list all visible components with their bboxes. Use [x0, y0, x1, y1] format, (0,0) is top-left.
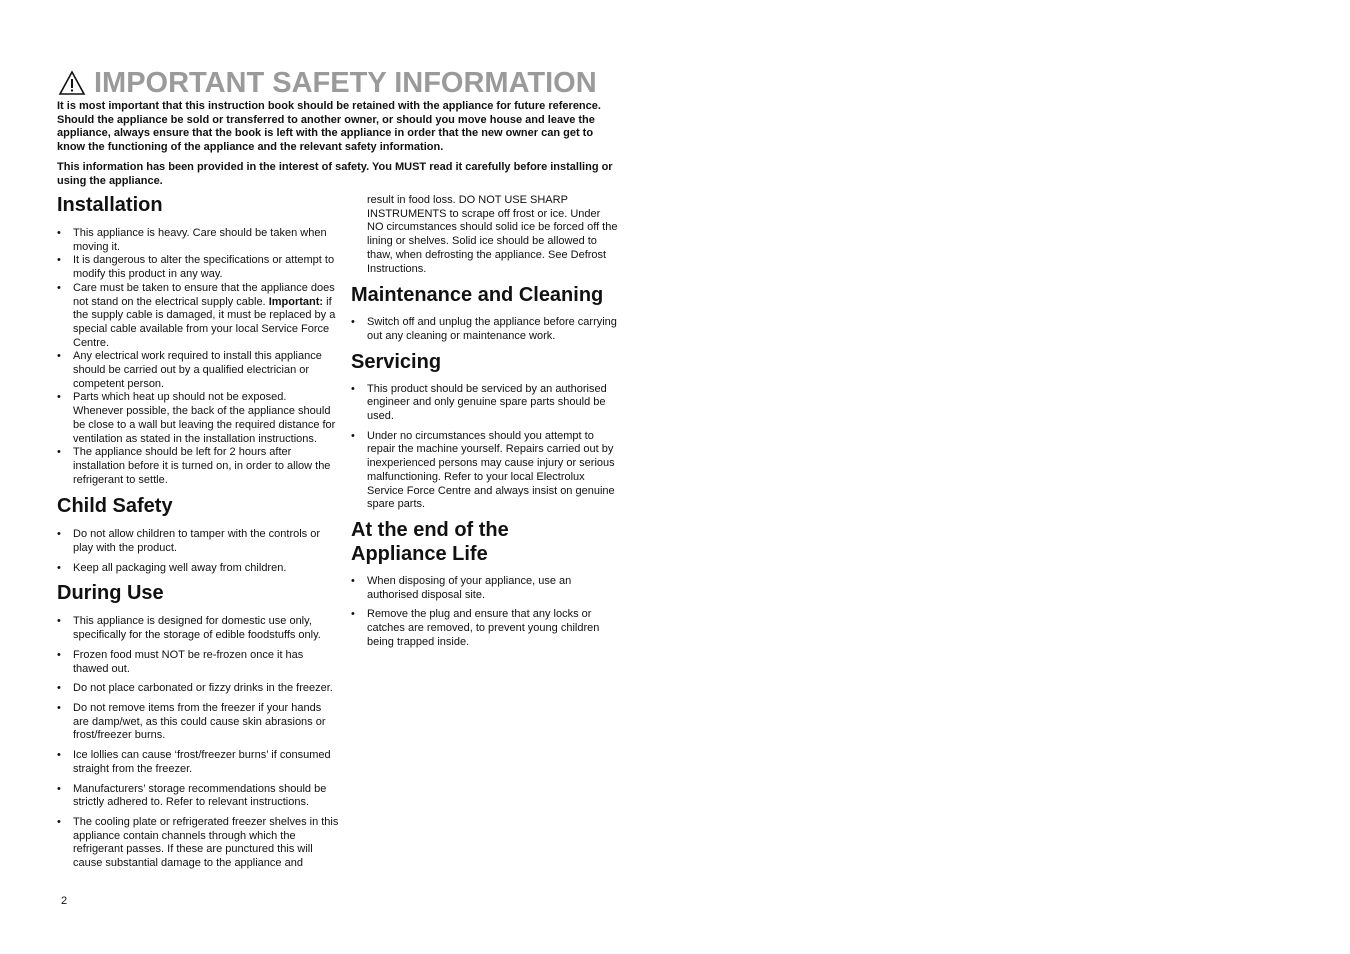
list-item: • Ice lollies can cause ‘frost/freezer burns’ if consumed straight from the freezer.: [57, 749, 331, 775]
bullet: •: [57, 615, 61, 628]
list-item: • The cooling plate or refrigerated freezer shelves in this appliance contain channels through which the refrigerant passes. If these are punctured this will cause substantial damage to the appliance and: [57, 815, 339, 870]
list-item: • This appliance is designed for domestic use only, specifically for the storage of edible foodstuffs only.: [57, 615, 321, 642]
child-safety-list: [57, 528, 339, 575]
maintenance-list: [351, 316, 619, 343]
bullet: •: [57, 281, 61, 294]
intro-paragraph-retain-book: It is most important that this instruction book should be retained with the appliance for future reference. Should the appliance be sold or transferred to another owner, or should you move house and leave the appliance, always ensure that the book is left with the appliance in order that the new owner can get to know the functioning of the appliance and the relevant safety information.: [57, 100, 601, 154]
page-number: 2: [61, 895, 68, 907]
bullet: •: [351, 382, 355, 395]
bullet: •: [351, 316, 355, 329]
list-item: • It is dangerous to alter the specifications or attempt to modify this product in any way.: [57, 254, 335, 281]
bullet: •: [57, 446, 61, 459]
bullet: •: [351, 608, 355, 621]
bullet: •: [57, 350, 61, 363]
bullet: •: [57, 227, 61, 239]
servicing-list: [351, 383, 619, 512]
list-item: • Do not allow children to tamper with the controls or play with the product.: [57, 528, 321, 555]
bullet: •: [57, 391, 61, 404]
during-use-continuation: result in food loss. DO NOT USE SHARP INSTRUMENTS to scrape off frost or ice. Under NO circumstances should solid ice be forced off the lining or shelves. Solid ice should be allowed to thaw, when defrosting the appliance. See Defrost Instructions.: [367, 194, 618, 275]
list-item: • Keep all packaging well away from children.: [57, 561, 287, 574]
list-item: • Any electrical work required to install this appliance should be carried out by a qualified electrician or competent person.: [57, 350, 322, 390]
heading-line-1: At the end of the: [351, 518, 509, 541]
list-item: • Frozen food must NOT be re-frozen once it has thawed out.: [57, 648, 304, 675]
list-item: • When disposing of your appliance, use an authorised disposal site.: [351, 574, 572, 601]
bullet: •: [351, 429, 355, 442]
installation-list: [57, 227, 339, 487]
bullet: •: [57, 648, 61, 661]
warning-triangle-icon: [58, 70, 86, 96]
section-heading-installation: Installation: [57, 194, 163, 216]
list-item: • Manufacturers’ storage recommendations should be strictly adhered to. Refer to relevant instructions.: [57, 782, 327, 809]
list-item: • Do not remove items from the freezer if your hands are damp/wet, as this could cause skin abrasions or frost/freezer burns.: [57, 701, 326, 742]
section-heading-during-use: During Use: [57, 582, 164, 605]
list-item: • The appliance should be left for 2 hours after installation before it is turned on, in order to allow the refrigerant to settle.: [57, 446, 331, 486]
heading-line-2: Appliance Life: [351, 542, 488, 565]
bullet: •: [57, 782, 61, 795]
list-item: • Do not place carbonated or fizzy drinks in the freezer.: [57, 682, 333, 695]
bullet: •: [351, 574, 355, 587]
during-use-list: [57, 615, 339, 870]
bullet: •: [57, 528, 61, 541]
list-item: • Parts which heat up should not be exposed. Whenever possible, the back of the appliance should be close to a wall but leaving the required distance for ventilation as stated in the installation instructions.: [57, 391, 336, 445]
important-label: Important:: [268, 295, 324, 308]
left-column: [57, 193, 339, 877]
end-of-life-list: [351, 575, 619, 650]
bullet: •: [57, 561, 61, 574]
section-heading-child-safety: Child Safety: [57, 495, 173, 518]
bullet: •: [57, 682, 61, 695]
bullet: •: [57, 701, 61, 714]
title-row: [58, 66, 597, 100]
section-heading-servicing: Servicing: [351, 350, 442, 373]
section-heading-maintenance: Maintenance and Cleaning: [351, 284, 604, 307]
list-item: • This product should be serviced by an authorised engineer and only genuine spare parts should be used.: [351, 382, 607, 423]
list-item: • This appliance is heavy. Care should be taken when moving it.: [57, 227, 327, 253]
right-column: [351, 194, 619, 655]
bullet: •: [57, 815, 61, 828]
list-item: • Remove the plug and ensure that any locks or catches are removed, to prevent young children being trapped inside.: [351, 608, 600, 648]
list-item: • Under no circumstances should you attempt to repair the machine yourself. Repairs carried out by inexperienced persons may cause injury or serious malfunctioning. Refer to your local Electrolux Service Force Centre and always insist on genuine spare parts.: [351, 429, 615, 511]
bullet: •: [57, 749, 61, 762]
intro-section: [57, 100, 617, 194]
section-heading-end-of-life: [351, 518, 619, 566]
bullet: •: [57, 254, 61, 267]
list-item: • Care must be taken to ensure that the appliance does not stand on the electrical supply cable. Important: if the supply cable is damaged, it must be replaced by a special cable available from your local Service Force Centre.: [57, 281, 336, 349]
page-title: IMPORTANT SAFETY INFORMATION: [94, 67, 597, 99]
list-item: • Switch off and unplug the appliance before carrying out any cleaning or maintenance work.: [351, 316, 617, 342]
intro-paragraph-read-carefully: This information has been provided in the interest of safety. You MUST read it carefully before installing or using the appliance.: [57, 160, 613, 187]
